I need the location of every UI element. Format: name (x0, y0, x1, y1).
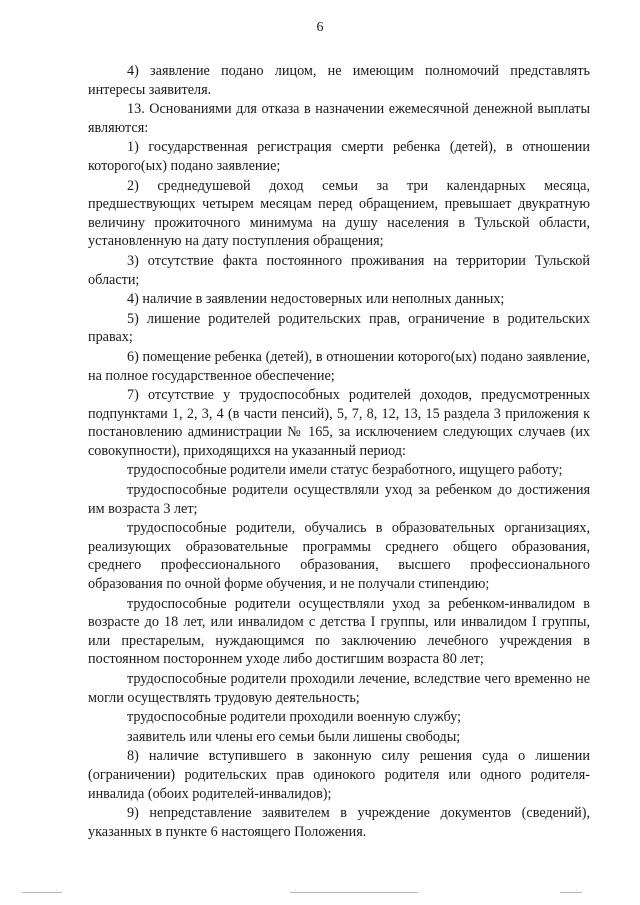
paragraph-refusal-8: 8) наличие вступившего в законную силу решения суда о лишении (ограничении) родительских прав одинокого родителя или одного родителя-инвалида (обоих родителей-инвалидов); (88, 748, 590, 802)
scan-artifact-left (22, 892, 62, 893)
paragraph-refusal-5: 5) лишение родителей родительских прав, ограничение в родительских правах; (88, 310, 590, 346)
paragraph-item-4-authority: 4) заявление подано лицом, не имеющим полномочий представлять интересы заявителя. (88, 63, 590, 98)
scan-artifact-center (290, 892, 418, 893)
paragraph-exception-military: трудоспособные родители проходили военную службу; (127, 709, 462, 726)
paragraph-exception-disabled-care: трудоспособные родители осуществляли уход за ребенком-инвалидом в возрасте до 18 лет, или инвалидом с детства I группы, или инвалидом I группы, или престарелым, нуждающимся по заключению лечебного учреждения в постоянном постороннем уходе либо достигшим возраста 80 лет; (88, 595, 590, 668)
paragraph-refusal-1: 1) государственная регистрация смерти ребенка (детей), в отношении которого(ых) подано заявление; (88, 139, 590, 174)
page-number: 6 (316, 20, 324, 35)
document-body (88, 62, 590, 842)
paragraph-exception-imprisonment: заявитель или члены его семьи были лишены свободы; (127, 728, 461, 745)
paragraph-exception-childcare: трудоспособные родители осуществляли уход за ребенком до достижения им возраста 3 лет; (88, 482, 590, 517)
paragraph-exception-students: трудоспособные родители, обучались в образовательных организациях, реализующих образовательные программы среднего общего образования, среднего профессионального образования, высшего профессионального образования по очной форме обучения, и не получали стипендию; (88, 520, 590, 593)
paragraph-refusal-4: 4) наличие в заявлении недостоверных или неполных данных; (127, 291, 505, 308)
paragraph-refusal-7: 7) отсутствие у трудоспособных родителей доходов, предусмотренных подпунктами 1, 2, 3, 4 (в части пенсий), 5, 7, 8, 12, 13, 15 раздела 3 приложения к постановлению администрации № 165, за исключением следующих случаев (их совокупности), приходящихся на указанный период: (88, 387, 590, 459)
paragraph-refusal-3: 3) отсутствие факта постоянного проживания на территории Тульской области; (88, 252, 590, 288)
paragraph-section-13-heading: 13. Основаниями для отказа в назначении ежемесячной денежной выплаты являются: (88, 101, 590, 136)
paragraph-refusal-6: 6) помещение ребенка (детей), в отношении которого(ых) подано заявление, на полное государственное обеспечение; (88, 348, 590, 384)
paragraph-exception-treatment: трудоспособные родители проходили лечение, вследствие чего временно не могли осуществлять трудовую деятельность; (88, 671, 590, 706)
paragraph-refusal-9: 9) непредставление заявителем в учреждение документов (сведений), указанных в пункте 6 настоящего Положения. (88, 805, 590, 840)
paragraph-refusal-2: 2) среднедушевой доход семьи за три календарных месяца, предшествующих четырем месяцам перед обращением, превышает двукратную величину прожиточного минимума на душу населения в Тульской области, установленную на дату поступления обращения; (88, 177, 590, 250)
scan-artifact-right (560, 892, 582, 893)
paragraph-exception-unemployed: трудоспособные родители имели статус безработного, ищущего работу; (127, 462, 563, 479)
